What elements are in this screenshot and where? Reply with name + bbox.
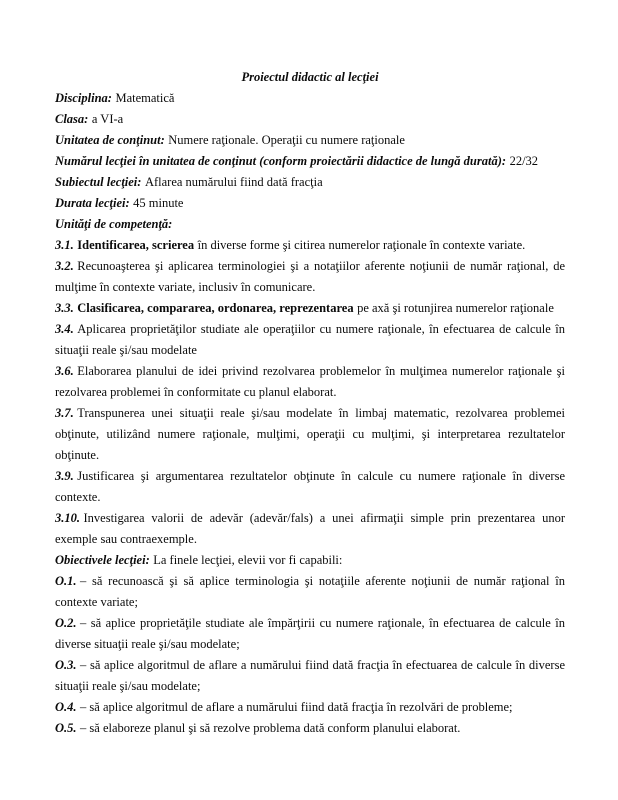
competency-number: 3.3. (55, 301, 74, 315)
objective-text: – să aplice algoritmul de aflare a numărului fiind dată fracţia în rezolvări de probleme; (80, 700, 513, 714)
meta-line-clasa (55, 109, 565, 130)
competency-number: 3.4. (55, 322, 74, 336)
meta-value: 45 minute (133, 196, 184, 210)
objective-text: – să aplice algoritmul de aflare a numărului fiind dată fracţia în efectuarea de calcule în diverse situaţii reale şi/sau modelate; (55, 658, 565, 693)
competency-number: 3.1. (55, 238, 74, 252)
competency-number: 3.10. (55, 511, 80, 525)
competency-text: Investigarea valorii de adevăr (adevăr/fals) a unei afirmaţii simple prin prezentarea unor exemple sau contraexemple. (55, 511, 565, 546)
competency-item (55, 508, 565, 550)
section-heading-label: Unităţi de competenţă: (55, 217, 173, 231)
objective-item (55, 718, 565, 739)
objective-number: O.2. (55, 616, 77, 630)
objectives-heading-text: La finele lecţiei, elevii vor fi capabili: (153, 553, 343, 567)
competency-text: Aplicarea proprietăţilor studiate ale operaţiilor cu numere raţionale, în efectuarea de calcule în situaţii reale şi/sau modelate (55, 322, 565, 357)
section-heading-label: Obiectivele lecţiei: (55, 553, 150, 567)
meta-label: Durata lecţiei: (55, 196, 130, 210)
competency-item (55, 319, 565, 361)
objective-number: O.1. (55, 574, 77, 588)
competency-text: în diverse forme şi citirea numerelor raţionale în contexte variate. (197, 238, 526, 252)
meta-value: a VI-a (91, 112, 124, 126)
competency-bold-segment: Clasificarea, compararea, ordonarea, reprezentarea (77, 301, 354, 315)
meta-line-numarul-lectiei (55, 151, 565, 172)
competency-number: 3.9. (55, 469, 74, 483)
competency-item (55, 298, 565, 319)
objectives-heading (55, 550, 565, 571)
objective-item (55, 655, 565, 697)
competency-number: 3.2. (55, 259, 74, 273)
document-title: Proiectul didactic al lecţiei (241, 70, 379, 84)
competency-number: 3.6. (55, 364, 74, 378)
competency-item (55, 403, 565, 466)
competency-item (55, 361, 565, 403)
objective-text: – să recunoască şi să aplice terminologia şi notaţiile aferente noţiunii de număr raţional în contexte variate; (55, 574, 565, 609)
objective-number: O.3. (55, 658, 77, 672)
meta-label: Disciplina: (55, 91, 112, 105)
meta-label: Unitatea de conţinut: (55, 133, 165, 147)
competency-item (55, 466, 565, 508)
meta-label: Clasa: (55, 112, 89, 126)
competency-text: Transpunerea unei situaţii reale şi/sau modelate în limbaj matematic, rezolvarea problemei obţinute, utilizând numere raţionale, mulţimi, operaţii cu mulţimi, şi interpretarea rezultatelor obţinute. (55, 406, 565, 462)
competency-item (55, 235, 565, 256)
objective-text: – să aplice proprietăţile studiate ale împărţirii cu numere raţionale, în efectuarea de calcule în diverse situaţii reale şi/sau modelate; (55, 616, 565, 651)
competency-item (55, 256, 565, 298)
competency-bold-segment: Identificarea, scrierea (77, 238, 195, 252)
competency-text: pe axă şi rotunjirea numerelor raţionale (357, 301, 554, 315)
objective-item (55, 697, 565, 718)
objective-text: – să elaboreze planul şi să rezolve problema dată conform planului elaborat. (80, 721, 461, 735)
meta-value: Aflarea numărului fiind dată fracţia (144, 175, 323, 189)
meta-line-disciplina (55, 88, 565, 109)
meta-label: Subiectul lecţiei: (55, 175, 142, 189)
meta-line-unitatea (55, 130, 565, 151)
meta-value: 22/32 (509, 154, 539, 168)
competency-text: Elaborarea planului de idei privind rezolvarea problemelor în mulţimea numerelor raţionale şi rezolvarea problemei în conformitate cu planul elaborat. (55, 364, 565, 399)
objective-item (55, 571, 565, 613)
meta-value: Matematică (115, 91, 175, 105)
competency-text: Justificarea şi argumentarea rezultatelor obţinute în calcule cu numere raţionale în diverse contexte. (55, 469, 565, 504)
objective-number: O.4. (55, 700, 77, 714)
meta-label: Numărul lecţiei în unitatea de conţinut (conform proiectării didactice de lungă durată): (55, 154, 507, 168)
meta-value: Numere raţionale. Operaţii cu numere raţionale (168, 133, 405, 147)
objective-item (55, 613, 565, 655)
meta-line-durata (55, 193, 565, 214)
competency-text: Recunoaşterea şi aplicarea terminologiei şi a notaţiilor aferente noţiunii de număr raţional, de mulţime în contexte variate, inclusiv în comunicare. (55, 259, 565, 294)
competency-number: 3.7. (55, 406, 74, 420)
competencies-heading (55, 214, 565, 235)
meta-line-subiectul (55, 172, 565, 193)
objective-number: O.5. (55, 721, 77, 735)
